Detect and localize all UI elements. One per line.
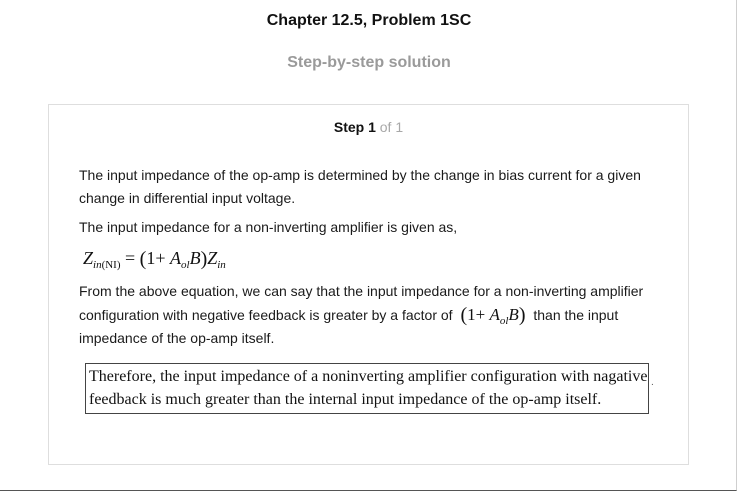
step-card <box>48 104 689 465</box>
conclusion-box: Therefore, the input impedance of a noninverting amplifier configuration with nagative feedback is much greater than the internal input impedance of the op-amp itself. <box>85 363 649 414</box>
inline-factor: $(1+ A_{ol}B)$ <box>460 304 526 327</box>
eq-feedback-symbol: B <box>189 248 201 268</box>
explanation-part2: than the input impedance of the op-amp itself. <box>79 307 619 346</box>
eq-equals: = <box>125 248 136 268</box>
eq-close-paren: ) <box>200 248 208 270</box>
chapter-title: Chapter 12.5, Problem 1SC <box>266 12 472 29</box>
impedance-equation <box>83 248 226 271</box>
stray-mark: . <box>651 377 654 388</box>
eq-rhs-symbol: Z <box>207 248 218 268</box>
eq-gain-subscript: ol <box>181 259 190 271</box>
paragraph-intro-equation: The input impedance for a non-inverting amplifier is given as, <box>79 219 458 235</box>
eq-lhs-symbol: Z <box>83 248 94 268</box>
step-label: Step 1 <box>333 119 376 135</box>
explanation-part1: From the above equation, we can say that the input impedance for a non-inverting amplifier configuration with negative feedback is greater by a factor of <box>79 283 644 323</box>
eq-one-plus: 1+ <box>146 248 166 268</box>
eq-gain-symbol: A <box>170 248 181 268</box>
eq-lhs-subscript: in(NI) <box>93 259 121 271</box>
eq-open-paren: ( <box>139 248 147 270</box>
solution-subtitle: Step-by-step solution <box>287 54 451 71</box>
step-heading <box>49 119 688 135</box>
step-count: of 1 <box>379 119 404 135</box>
eq-rhs-subscript: in <box>217 259 226 271</box>
paragraph-explanation <box>79 280 669 350</box>
paragraph-definition: The input impedance of the op-amp is determined by the change in bias current for a given change in differential input voltage. <box>79 167 641 206</box>
